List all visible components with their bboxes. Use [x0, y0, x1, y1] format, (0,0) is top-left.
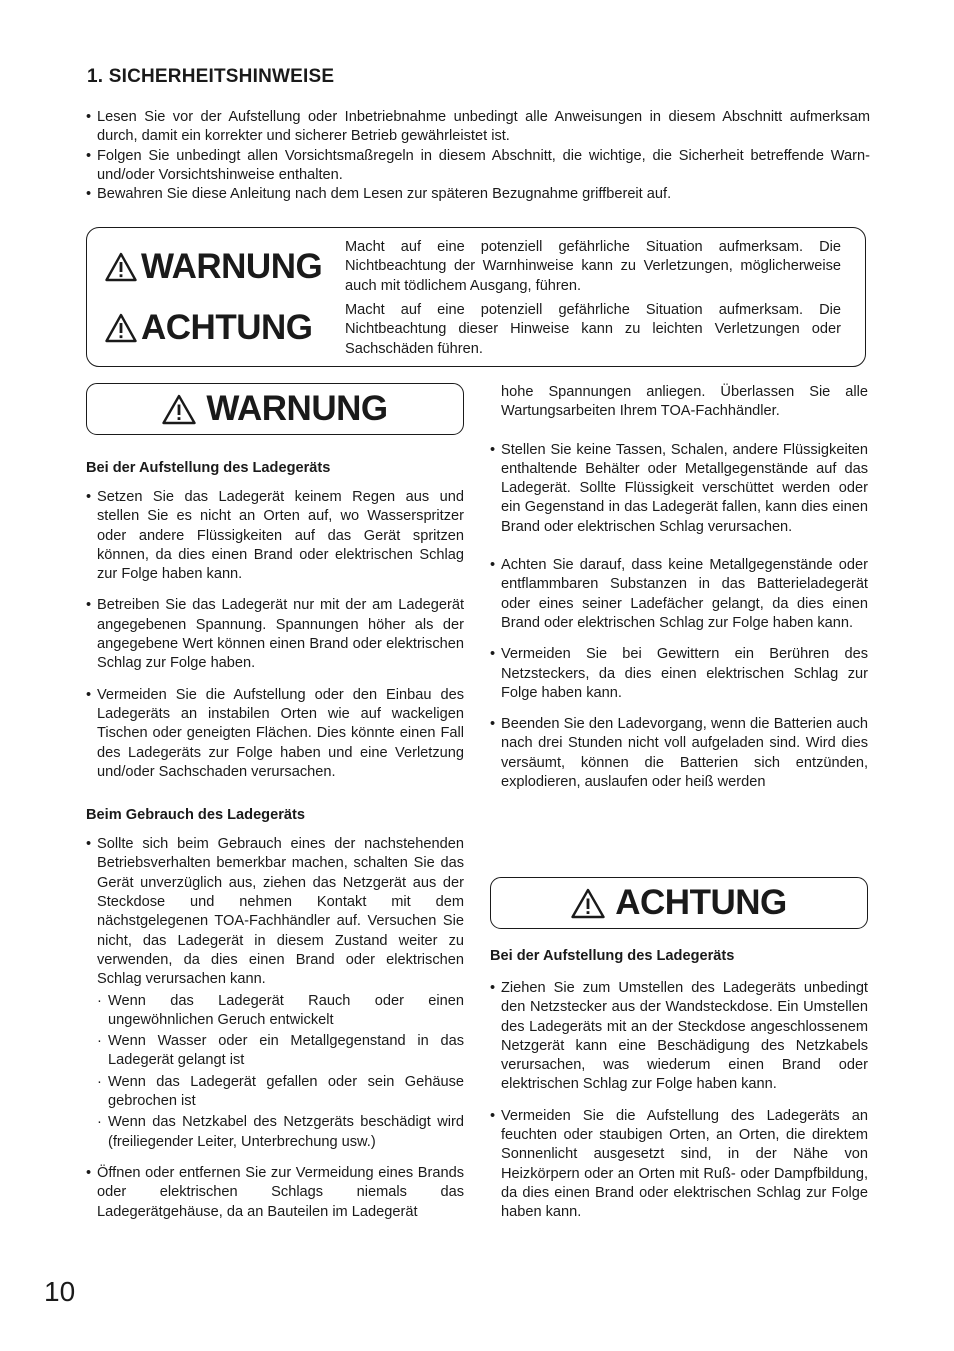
list-item: • Stellen Sie keine Tassen, Schalen, andere Flüssigkeiten enthaltende Behälter oder Metallgegenstände auf das Ladegerät. Sollte Flüssigkeit verschüttet werden oder ein Gegenstand in das Ladegerät fallen, kann dies einen Brand oder elektrischen Schlag verursachen.	[490, 441, 868, 537]
section-title: 1. SICHERHEITSHINWEISE	[87, 66, 335, 87]
legend-warning-heading	[105, 247, 322, 287]
list-item: • Beenden Sie den Ladevorgang, wenn die Batterien auch nach drei Stunden nicht voll aufgeladen sind. Wird dies versäumt, können die Batterien sich entzünden, explodieren, auslaufen oder heiß werden	[490, 715, 868, 792]
warning-banner-label: WARNUNG	[206, 389, 388, 428]
legend-warning-label: WARNUNG	[141, 247, 323, 286]
right-column-warnings	[490, 383, 868, 792]
legend-caution-heading	[105, 308, 312, 348]
legend-caution-label: ACHTUNG	[141, 308, 313, 347]
warning-setup-list	[86, 488, 464, 782]
page-number: 10	[44, 1276, 76, 1307]
right-column-cautions	[490, 948, 868, 1223]
continued-text: hohe Spannungen anliegen. Überlassen Sie alle Wartungsarbeiten Ihrem TOA-Fachhändler.	[501, 384, 868, 420]
list-item-text: Sollte sich beim Gebrauch eines der nachstehenden Betriebsverhalten bemerkbar machen, schalten Sie das Gerät unverzüglich aus, ziehen das Netzgerät aus der Steckdose und nehmen Kontakt mit dem nächstgelegenen TOA-Fachhändler auf. Versuchen Sie nicht, das Ladegerät in diesem Zustand weiter zu verwenden, da dies einen Brand oder elektrischen Schlag verursachen kann.	[97, 836, 464, 988]
list-item: • Ziehen Sie zum Umstellen des Ladegeräts unbedingt den Netzstecker aus der Wandsteckdose. Ein Umstellen des Ladegeräts mit an der Steckdose angeschlossenem Netzgerät kann eine Beschädigung des Netzkabels verursachen, was wiederum einen Brand oder elektrischen Schlag zur Folge haben kann.	[490, 979, 868, 1095]
left-column	[86, 460, 464, 1222]
warning-use-heading: Beim Gebrauch des Ladegeräts	[86, 807, 305, 824]
list-item: • Achten Sie darauf, dass keine Metallgegenstände oder entflammbaren Substanzen in das Batterieladegerät oder eines seiner Ladefächer gelangt, da dies einen Brand oder elektrischen Schlag zur Folge haben kann.	[490, 556, 868, 633]
list-item: • Vermeiden Sie die Aufstellung des Ladegeräts an feuchten oder staubigen Orten, an Orten, die direktem Sonnenlicht ausgesetzt sind, in der Nähe von Heizkörpern oder an Orten mit Ruß- oder Dampfbildung, da dies einen Brand oder elektrischen Schlag zur Folge haben kann.	[490, 1107, 868, 1223]
caution-setup-list	[490, 979, 868, 1223]
intro-item: • Bewahren Sie diese Anleitung nach dem Lesen zur späteren Bezugnahme griffbereit auf.	[86, 185, 870, 204]
intro-item: • Lesen Sie vor der Aufstellung oder Inbetriebnahme unbedingt alle Anweisungen in diesem Abschnitt aufmerksam durch, damit ein korrekter und sicherer Betrieb gewährleistet ist.	[86, 108, 870, 147]
caution-triangle-icon	[105, 313, 137, 343]
intro-item: • Folgen Sie unbedingt allen Vorsichtsmaßregeln in diesem Abschnitt, die wichtige, die Sicherheit betreffende Warn- und/oder Vorsichtshinweise enthalten.	[86, 147, 870, 186]
caution-banner	[490, 877, 868, 929]
legend-caution-text: Macht auf eine potenziell gefährliche Situation aufmerksam. Die Nichtbeachtung dieser Hinweise kann zu leichten Verletzungen oder Sachschäden führen.	[345, 302, 841, 357]
warning-use-list-continued	[490, 441, 868, 793]
sub-list-item: · Wenn das Netzkabel des Netzgeräts beschädigt wird (freiliegender Leiter, Unterbrechung usw.)	[97, 1113, 464, 1152]
list-item	[86, 835, 464, 1152]
signal-word-legend	[86, 227, 866, 367]
list-item: • Setzen Sie das Ladegerät keinem Regen aus und stellen Sie es nicht an Orten auf, wo Wasserspritzer oder andere Flüssigkeiten auf das Gerät spritzen können, da dies einen Brand oder elektrischen Schlag zur Folge haben kann.	[86, 488, 464, 584]
malfunction-list	[97, 992, 464, 1152]
caution-triangle-icon	[571, 888, 605, 919]
sub-list-item: · Wenn das Ladegerät gefallen oder sein Gehäuse gebrochen ist	[97, 1073, 464, 1112]
caution-banner-label: ACHTUNG	[615, 883, 787, 922]
list-item: • Vermeiden Sie die Aufstellung oder den Einbau des Ladegeräts an instabilen Orten wie auf wackeligen Tischen oder geneigten Flächen. Dies könnte einen Fall des Ladegeräts zur Folge haben und eine Verletzung und/oder Sachschaden verursachen.	[86, 686, 464, 782]
warning-setup-heading: Bei der Aufstellung des Ladegeräts	[86, 460, 331, 476]
legend-warning-text: Macht auf eine potenziell gefährliche Situation aufmerksam. Die Nichtbeachtung der Warnhinweise kann zu Verletzungen, möglicherweise auch mit tödlichem Ausgang, führen.	[345, 239, 841, 294]
intro-list	[86, 108, 870, 204]
list-item: • Vermeiden Sie bei Gewittern ein Berühren des Netzsteckers, da dies einen elektrischen Schlag zur Folge haben kann.	[490, 645, 868, 703]
warning-triangle-icon	[105, 252, 137, 282]
list-item: • Betreiben Sie das Ladegerät nur mit der am Ladegerät angegebenen Spannung. Spannungen höher als der angegebene Wert können einen Brand oder elektrischen Schlag zur Folge haben.	[86, 596, 464, 673]
warning-banner	[86, 383, 464, 435]
warning-triangle-icon	[162, 394, 196, 425]
warning-use-list	[86, 835, 464, 1222]
sub-list-item: · Wenn das Ladegerät Rauch oder einen ungewöhnlichen Geruch entwickelt	[97, 992, 464, 1031]
sub-list-item: · Wenn Wasser oder ein Metallgegenstand in das Ladegerät gelangt ist	[97, 1032, 464, 1071]
list-item: • Öffnen oder entfernen Sie zur Vermeidung eines Brands oder elektrischen Schlags niemals das Ladegerätgehäuse, da an Bauteilen im Ladegerät	[86, 1164, 464, 1222]
caution-setup-heading: Bei der Aufstellung des Ladegeräts	[490, 948, 735, 964]
